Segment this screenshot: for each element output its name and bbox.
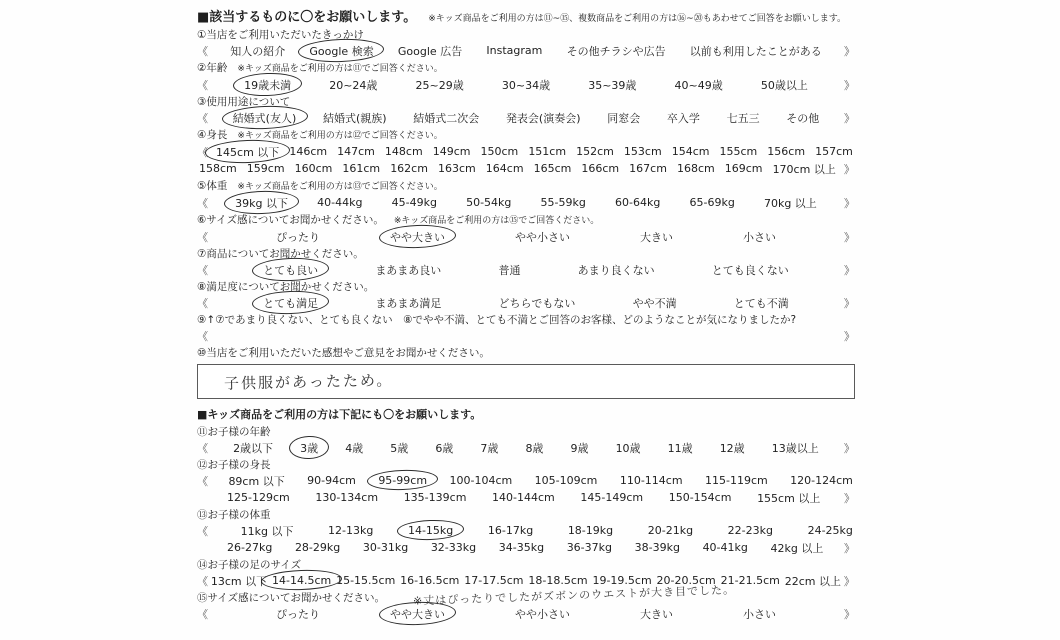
close-bracket: 》 [843,491,855,505]
option: 160cm [294,162,333,175]
options-row [197,194,855,211]
option: 161cm [342,162,381,175]
option: 40~49歳 [674,78,723,92]
option: 50歳以上 [760,78,808,92]
option: 結婚式(親族) [322,111,387,125]
option: 153cm [623,145,662,158]
question [197,313,855,344]
option: 158cm [199,162,237,175]
question-note: ※キッズ商品をご利用の方は⑮でご回答ください。 [393,216,600,226]
option: その他チラシや広告 [566,44,666,58]
option: 28-29kg [294,541,341,554]
open-bracket: 《 [197,607,208,621]
options-row [197,522,855,539]
option: 22-23kg [727,524,773,537]
question-title: ③使用用途について [197,96,291,108]
option: 145-149cm [580,491,644,504]
option-circled: やや大きい [390,230,445,244]
section-note: ※キッズ商品をご利用の方は⑪~⑮、複数商品をご利用の方は⑯~⑳もあわせてご回答をお願いします。 [428,14,846,24]
option: 小さい [743,230,776,244]
question [197,213,855,245]
open-bracket: 《 [197,474,208,488]
options-row [197,539,855,556]
option: 168cm [676,162,715,175]
option: 150cm [480,145,519,158]
option: 155cm 以上 [757,491,821,505]
question [197,95,855,126]
question-title-line [197,95,855,109]
question-note: ※キッズ商品をご利用の方は⑪でご回答ください。 [237,64,443,74]
option: 166cm [581,162,620,175]
option: 65-69kg [689,196,735,209]
option: 25~29歳 [415,78,464,92]
option: 普通 [498,263,521,277]
option: 11kg 以下 [240,524,294,538]
close-bracket: 》 [843,44,855,58]
open-bracket: 《 [197,44,208,58]
option: 30-31kg [362,541,409,554]
option: 38-39kg [634,541,680,554]
question [197,583,855,622]
option: 36-37kg [566,541,613,554]
option: 157cm [815,145,853,158]
form-content [197,5,855,622]
option: 20-21kg [647,524,694,537]
open-bracket: 《 [197,524,208,538]
section-title: ■キッズ商品をご利用の方は下記にも〇をお願いします。 [197,408,482,421]
question-title-line [197,425,855,439]
option: 105-109cm [534,474,598,487]
question-title: ⑪お子様の年齢 [197,426,271,438]
question-title: ①当店をご利用いただいたきっかけ [197,29,364,41]
option: 163cm [437,162,476,175]
option: 11歳 [667,441,693,455]
option: 16-16.5cm [400,574,460,587]
question-title: ⑩当店をご利用いただいた感想やご意見をお聞かせください。 [197,347,490,359]
option: 7歳 [480,441,499,455]
options-row [197,489,855,506]
option: 169cm [724,162,763,175]
options-row [197,228,855,245]
option: 9歳 [570,441,589,455]
option: 152cm [576,145,614,158]
question-title-line [197,583,855,608]
option: 16-17kg [487,524,534,537]
option: 156cm [767,145,806,158]
question [197,179,855,211]
open-bracket: 《 [197,111,208,125]
option: 135-139cm [403,491,467,504]
option-circled: 結婚式(友人) [232,111,297,125]
option: 90-94cm [307,474,356,487]
option: どちらでもない [498,296,576,310]
open-bracket: 《 [197,230,208,244]
option: 115-119cm [705,474,768,487]
option: 155cm [719,145,758,158]
question-title: ⑨↑⑦であまり良くない、とても良くない ⑧でやや不満、とても不満とご回答のお客様、どのようなことが気になりましたか? [197,314,797,326]
option: 154cm [671,145,710,158]
close-bracket: 》 [843,111,855,125]
options-row [197,76,855,93]
option: 34-35kg [498,541,545,554]
option: あまり良くない [577,263,655,277]
close-bracket: 》 [844,607,855,621]
open-bracket: 《 [197,263,208,277]
option-circled: 3歳 [300,441,319,455]
question-note: ※キッズ商品をご利用の方は⑬でご回答ください。 [237,182,443,192]
option: 60-64kg [615,196,661,209]
question-title: ⑫お子様の身長 [197,459,271,471]
options-row [197,605,855,622]
option: 卒入学 [666,111,700,125]
handwritten-comment: 子供服があったため。 [223,371,394,393]
open-bracket: 《 [197,441,208,455]
option: 149cm [432,145,471,158]
options-row [197,572,855,589]
option: Google 広告 [397,44,463,58]
option: 4歳 [345,441,364,455]
option: 小さい [743,607,776,621]
options-row [197,261,855,278]
option: 20~24歳 [329,78,378,92]
option: 以前も利用したことがある [689,44,822,58]
option: 130-134cm [315,491,379,504]
close-bracket: 》 [843,574,855,588]
close-bracket: 》 [843,196,855,210]
options-row [197,472,855,489]
option: 20-20.5cm [656,574,716,587]
options-row [197,160,855,177]
options-row [197,439,855,456]
question [197,346,855,399]
question-title: ⑧満足度についてお聞かせください。 [197,281,375,293]
option: 17-17.5cm [464,574,524,587]
question-title: ②年齢 [197,62,228,74]
option: 大きい [640,230,673,244]
option: 32-33kg [430,541,477,554]
option: 22cm 以上 [784,574,841,588]
option: 40-41kg [702,541,748,554]
question [197,458,855,506]
option: 42kg 以上 [770,541,824,555]
close-bracket: 》 [843,541,855,555]
option: 同窓会 [607,111,641,125]
option: 6歳 [435,441,454,455]
option: まあまあ満足 [375,296,442,310]
question-title-line [197,458,855,472]
open-bracket: 《 [197,196,208,210]
option-circled: 19歳未満 [244,78,292,92]
option: 12-13kg [328,524,374,537]
option: 125-129cm [227,491,290,504]
close-bracket: 》 [843,162,855,176]
option-circled: とても満足 [263,296,319,310]
option: 30~34歳 [501,78,551,92]
question-title: ⑭お子様の足のサイズ [197,559,302,571]
option-circled: とても良い [263,263,319,277]
option: 13歳以上 [771,441,819,455]
option: 164cm [485,162,524,175]
question-title: ④身長 [197,129,228,141]
option: 150-154cm [668,491,732,504]
question [197,508,855,556]
option: 165cm [533,162,572,175]
option: その他 [786,111,820,125]
option-circled: やや大きい [390,607,445,621]
option: 18-18.5cm [528,574,588,587]
options-row [197,327,855,344]
question [197,61,855,93]
option: 120-124cm [790,474,853,487]
option: 89cm 以下 [228,474,285,488]
option: 19-19.5cm [592,574,652,587]
option: やや小さい [515,607,570,621]
question-title-line [197,128,855,143]
option: 24-25kg [807,524,853,537]
option: 167cm [629,162,667,175]
option: 5歳 [390,441,409,455]
option-circled: Google 検索 [309,44,374,58]
option: 110-114cm [619,474,683,487]
option: とても不満 [733,296,789,310]
section-header [197,403,855,422]
close-bracket: 》 [843,263,855,277]
question-title-line [197,28,855,42]
option-circled: 145cm 以下 [216,145,280,159]
option: 162cm [390,162,428,175]
option: 結婚式二次会 [413,111,480,125]
option: 七五三 [726,111,760,125]
question [197,28,855,59]
question-title: ⑥サイズ感についてお聞かせください。 [197,214,384,226]
option: 2歳以下 [233,441,274,455]
option: 10歳 [615,441,641,455]
question-title-line [197,508,855,522]
option: 148cm [384,145,423,158]
question-title-line [197,61,855,76]
option: 40-44kg [317,196,363,209]
close-bracket: 》 [844,230,855,244]
option: 8歳 [525,441,544,455]
question-title-line [197,346,855,360]
options-row [197,294,855,311]
close-bracket: 》 [844,329,855,343]
option: 100-104cm [449,474,513,487]
option-circled: 14-15kg [407,524,454,537]
question-title-line [197,313,855,327]
question-title: ⑤体重 [197,180,228,192]
option: ぴったり [276,230,320,244]
handwritten-annotation: ※丈はぴったりでしたがズボンのウエストが大き目でした。 [412,583,736,608]
option: 151cm [528,145,567,158]
option: 知人の紹介 [230,44,286,58]
option: ぴったり [276,607,320,621]
section-header [197,6,855,25]
question [197,558,855,589]
option: 15-15.5cm [336,574,396,587]
option: 13cm 以下 [210,574,268,588]
question-title-line [197,213,855,228]
question-title: ⑬お子様の体重 [197,509,271,521]
question-title: ⑮サイズ感についてお聞かせください。 [197,592,385,604]
option: 45-49kg [391,196,437,209]
option: 発表会(演奏会) [505,111,581,125]
option: とても良くない [711,263,789,277]
section-title: ■該当するものに〇をお願いします。 [197,10,417,25]
question [197,425,855,456]
option: 170cm 以上 [772,162,836,176]
close-bracket: 》 [843,441,855,455]
question [197,128,855,177]
option: まあまあ良い [375,263,442,277]
option: やや不満 [632,296,677,310]
options-row [197,42,855,59]
option: Instagram [486,44,543,57]
option: 26-27kg [227,541,273,554]
option: 12歳 [719,441,745,455]
option: 21-21.5cm [720,574,780,587]
option: 18-19kg [567,524,614,537]
question-title: ⑦商品についてお聞かせください。 [197,248,364,260]
option-circled: 14-14.5cm [271,574,332,587]
option: 70kg 以上 [763,196,817,210]
option: 159cm [246,162,285,175]
option: 146cm [289,145,328,158]
option-circled: 39kg 以下 [235,196,288,210]
comment-box [197,364,855,399]
option: 55-59kg [540,196,586,209]
open-bracket: 《 [197,329,208,343]
question-title-line [197,179,855,194]
open-bracket: 《 [197,296,208,310]
open-bracket: 《 [197,78,208,92]
option: 140-144cm [492,491,555,504]
option-circled: 95-99cm [378,474,428,487]
open-bracket: 《 [197,574,208,588]
option: 大きい [640,607,673,621]
options-row [197,143,855,160]
open-bracket: 《 [197,145,208,159]
question [197,247,855,278]
close-bracket: 》 [843,296,855,310]
option: 50-54kg [466,196,512,209]
form-body [197,6,855,622]
option: 147cm [337,145,375,158]
option: やや小さい [515,230,570,244]
options-row [197,109,855,126]
close-bracket: 》 [843,78,855,92]
question-note: ※キッズ商品をご利用の方は⑫でご回答ください。 [237,131,443,141]
question [197,280,855,311]
option: 35~39歳 [588,78,637,92]
